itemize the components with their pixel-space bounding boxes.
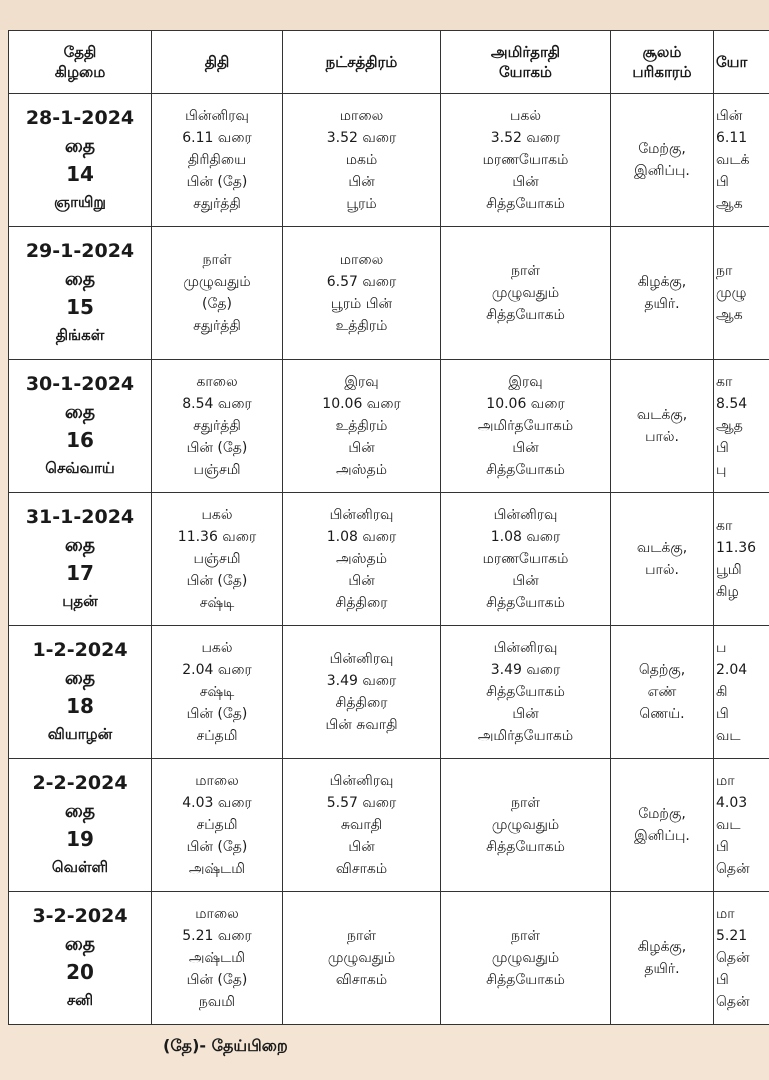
next-column-cell-line: ப — [716, 640, 727, 656]
header-line: யோகம் — [498, 63, 552, 81]
thithi-cell-line: பின்னிரவு — [185, 108, 249, 124]
thithi-cell-line: சஷ்டி — [199, 595, 235, 611]
table-row — [9, 892, 769, 1025]
header-line: பரிகாரம் — [632, 63, 692, 81]
thithi-cell-line: சதுர்த்தி — [193, 196, 241, 212]
tamil-month: தை — [64, 268, 96, 290]
header-line: கிழமை — [54, 63, 106, 81]
yogam-cell-line: அமிர்தயோகம் — [477, 728, 574, 744]
thithi-cell-line: பின் (தே) — [186, 573, 248, 589]
tamil-day-number: 18 — [66, 694, 94, 718]
thithi-cell-line: சப்தமி — [196, 817, 238, 833]
yogam-cell-line: நாள் — [511, 263, 540, 279]
soolam-cell-line: ணெய். — [639, 706, 685, 722]
header-line: யோ — [716, 53, 748, 71]
next-column-cell-line: பி — [716, 972, 729, 988]
soolam-cell-line: பால். — [645, 429, 679, 445]
next-column-cell-line: தென் — [716, 950, 750, 966]
next-column-cell-line: ஆக — [716, 196, 743, 212]
next-column-cell-line: முழு — [716, 285, 747, 301]
header-soolam — [611, 31, 714, 94]
yogam-cell — [441, 493, 611, 626]
next-column-cell-line: தென் — [716, 994, 750, 1010]
gregorian-date: 1-2-2024 — [32, 639, 128, 661]
thithi-cell-line: பின் (தே) — [186, 972, 248, 988]
next-column-cell-line: தென் — [716, 861, 750, 877]
next-column-cell — [714, 94, 769, 227]
yogam-cell-line: நாள் — [511, 928, 540, 944]
gregorian-date: 28-1-2024 — [25, 107, 135, 129]
soolam-cell-line: தெற்கு, — [638, 662, 686, 678]
next-column-cell-line: பி — [716, 440, 729, 456]
thithi-cell-line: சதுர்த்தி — [193, 318, 241, 334]
star-cell-line: விசாகம் — [335, 861, 388, 877]
yogam-cell-line: முழுவதும் — [491, 285, 560, 301]
star-cell-line: உத்திரம் — [335, 318, 388, 334]
star-cell-line: பூரம் பின் — [330, 296, 393, 312]
header-star — [283, 31, 441, 94]
thithi-cell-line: நவமி — [198, 994, 236, 1010]
tamil-day-number: 14 — [66, 162, 94, 186]
star-cell-line: 6.57 வரை — [326, 274, 397, 290]
yogam-cell — [441, 892, 611, 1025]
soolam-cell-line: வடக்கு, — [636, 540, 688, 556]
yogam-cell — [441, 94, 611, 227]
star-cell-line: பூரம் — [346, 196, 377, 212]
thithi-cell-line: சப்தமி — [196, 728, 238, 744]
thithi-cell-line: பின் (தே) — [186, 440, 248, 456]
header-yogam — [441, 31, 611, 94]
next-column-cell-line: 11.36 — [716, 540, 757, 556]
star-cell-line: அஸ்தம் — [336, 551, 387, 567]
thithi-cell-line: (தே) — [202, 296, 232, 312]
thithi-cell-line: மாலை — [195, 906, 239, 922]
gregorian-date: 31-1-2024 — [25, 506, 135, 528]
yogam-cell-line: பின் — [512, 174, 539, 190]
yogam-cell-line: பின் — [512, 706, 539, 722]
star-cell-line: 10.06 வரை — [322, 396, 401, 412]
weekday: சனி — [66, 991, 94, 1009]
yogam-cell-line: முழுவதும் — [491, 817, 560, 833]
yogam-cell — [441, 360, 611, 493]
thithi-cell-line: சதுர்த்தி — [193, 418, 241, 434]
header-thithi — [152, 31, 283, 94]
yogam-cell-line: பகல் — [510, 108, 541, 124]
soolam-cell-line: எண் — [647, 684, 677, 700]
star-cell-line: பின் சுவாதி — [325, 717, 398, 733]
yogam-cell-line: அமிர்தயோகம் — [477, 418, 574, 434]
date-cell — [9, 626, 152, 759]
thithi-cell-line: அஷ்டமி — [188, 861, 246, 877]
star-cell-line: அஸ்தம் — [336, 462, 387, 478]
next-column-cell-line: நா — [716, 263, 733, 279]
star-cell-line: சித்திரை — [335, 695, 388, 711]
yogam-cell-line: பின் — [512, 440, 539, 456]
thithi-cell — [152, 493, 283, 626]
next-column-cell-line: பின் — [716, 108, 743, 124]
next-column-cell-line: 2.04 — [716, 662, 748, 678]
star-cell-line: பின் — [348, 440, 375, 456]
header-line: தேதி — [63, 43, 97, 61]
weekday: ஞாயிறு — [54, 193, 106, 211]
thithi-cell-line: பஞ்சமி — [193, 551, 241, 567]
thithi-cell-line: திரிதியை — [187, 152, 247, 168]
star-cell-line: 1.08 வரை — [326, 529, 397, 545]
yogam-cell-line: பின்னிரவு — [493, 507, 558, 523]
gregorian-date: 2-2-2024 — [32, 772, 128, 794]
star-cell-line: 3.49 வரை — [326, 673, 397, 689]
table-row — [9, 626, 769, 759]
next-column-cell-line: வடக் — [716, 152, 750, 168]
gregorian-date: 3-2-2024 — [32, 905, 128, 927]
star-cell — [283, 227, 441, 360]
weekday: திங்கள் — [55, 326, 105, 344]
thithi-cell-line: சஷ்டி — [199, 684, 235, 700]
thithi-cell — [152, 759, 283, 892]
soolam-cell — [611, 493, 714, 626]
header-line: நட்சத்திரம் — [325, 53, 398, 71]
tamil-month: தை — [64, 667, 96, 689]
soolam-cell-line: கிழக்கு, — [637, 274, 687, 290]
next-column-cell-line: 5.21 — [716, 928, 748, 944]
next-column-cell-line: கா — [716, 518, 733, 534]
thithi-cell-line: பஞ்சமி — [193, 462, 241, 478]
star-cell-line: சித்திரை — [335, 595, 388, 611]
thithi-cell-line: முழுவதும் — [183, 274, 251, 290]
yogam-cell-line: மரணயோகம் — [482, 551, 569, 567]
star-cell-line: உத்திரம் — [335, 418, 388, 434]
tamil-month: தை — [64, 933, 96, 955]
next-column-cell — [714, 626, 769, 759]
yogam-cell — [441, 759, 611, 892]
next-column-cell — [714, 227, 769, 360]
next-column-cell-line: கா — [716, 374, 733, 390]
soolam-cell-line: மேற்கு, — [638, 806, 686, 822]
star-cell-line: பின்னிரவு — [329, 507, 394, 523]
date-cell — [9, 759, 152, 892]
thithi-cell-line: பின் (தே) — [186, 839, 248, 855]
table-row — [9, 94, 769, 227]
date-cell — [9, 493, 152, 626]
yogam-cell-line: 1.08 வரை — [490, 529, 561, 545]
thithi-cell-line: அஷ்டமி — [188, 950, 246, 966]
tamil-month: தை — [64, 135, 96, 157]
header-next — [714, 31, 769, 94]
star-cell-line: விசாகம் — [335, 972, 388, 988]
yogam-cell — [441, 626, 611, 759]
star-cell-line: மாலை — [339, 108, 384, 124]
yogam-cell-line: 3.52 வரை — [490, 130, 561, 146]
thithi-cell-line: பின் (தே) — [186, 174, 248, 190]
star-cell-line: பின்னிரவு — [329, 773, 394, 789]
next-column-cell-line: கிழ — [716, 584, 739, 600]
next-column-cell-line: பூமி — [716, 562, 742, 578]
yogam-cell-line: 10.06 வரை — [486, 396, 565, 412]
weekday: செவ்வாய் — [45, 459, 115, 477]
header-line: சூலம் — [642, 43, 682, 61]
star-cell-line: பின் — [348, 174, 375, 190]
thithi-cell-line: காலை — [196, 374, 238, 390]
thithi-cell-line: 2.04 வரை — [182, 662, 252, 678]
header-line: அமிர்தாதி — [490, 43, 561, 61]
next-column-cell-line: ஆக — [716, 307, 743, 323]
star-cell-line: மகம் — [345, 152, 378, 168]
star-cell-line: முழுவதும் — [327, 950, 396, 966]
soolam-cell — [611, 94, 714, 227]
panchangam-table — [8, 30, 769, 1025]
next-column-cell-line: மா — [716, 773, 735, 789]
yogam-cell-line: சித்தயோகம் — [486, 196, 565, 212]
yogam-cell-line: நாள் — [511, 795, 540, 811]
header-line: திதி — [204, 53, 230, 71]
thithi-cell — [152, 892, 283, 1025]
soolam-cell-line: தயிர். — [644, 296, 680, 312]
star-cell-line: இரவு — [344, 374, 379, 390]
soolam-cell-line: இனிப்பு. — [634, 163, 690, 179]
next-column-cell-line: பி — [716, 839, 729, 855]
star-cell — [283, 626, 441, 759]
thithi-cell-line: பகல் — [201, 507, 233, 523]
star-cell-line: 3.52 வரை — [326, 130, 397, 146]
weekday: புதன் — [62, 592, 98, 610]
header-row — [9, 31, 769, 94]
soolam-cell-line: வடக்கு, — [636, 407, 688, 423]
star-cell-line: பின்னிரவு — [329, 651, 394, 667]
date-cell — [9, 227, 152, 360]
star-cell-line: பின் — [348, 839, 375, 855]
thithi-cell-line: பின் (தே) — [186, 706, 248, 722]
soolam-cell — [611, 227, 714, 360]
panchangam-table-container — [8, 30, 769, 1027]
top-background-strip — [0, 0, 769, 30]
star-cell — [283, 759, 441, 892]
next-column-cell — [714, 759, 769, 892]
next-column-cell-line: ஆத — [716, 418, 743, 434]
thithi-cell-line: 11.36 வரை — [177, 529, 257, 545]
next-column-cell — [714, 493, 769, 626]
star-cell-line: நாள் — [347, 928, 376, 944]
star-cell — [283, 360, 441, 493]
next-column-cell-line: 4.03 — [716, 795, 748, 811]
soolam-cell-line: பால். — [645, 562, 679, 578]
next-column-cell — [714, 892, 769, 1025]
yogam-cell — [441, 227, 611, 360]
yogam-cell-line: இரவு — [508, 374, 543, 390]
soolam-cell — [611, 759, 714, 892]
next-column-cell-line: வட — [716, 728, 741, 744]
table-row — [9, 759, 769, 892]
yogam-cell-line: பின்னிரவு — [493, 640, 558, 656]
tamil-month: தை — [64, 800, 96, 822]
next-column-cell-line: பி — [716, 706, 729, 722]
next-column-cell-line: மா — [716, 906, 735, 922]
gregorian-date: 30-1-2024 — [25, 373, 135, 395]
thithi-cell-line: பகல் — [201, 640, 233, 656]
weekday: வியாழன் — [47, 725, 113, 743]
soolam-cell-line: இனிப்பு. — [634, 828, 690, 844]
thithi-cell — [152, 94, 283, 227]
date-cell — [9, 94, 152, 227]
soolam-cell-line: தயிர். — [644, 961, 680, 977]
gregorian-date: 29-1-2024 — [25, 240, 135, 262]
soolam-cell-line: மேற்கு, — [638, 141, 686, 157]
thithi-cell-line: 4.03 வரை — [182, 795, 252, 811]
yogam-cell-line: மரணயோகம் — [482, 152, 569, 168]
thithi-cell — [152, 227, 283, 360]
tamil-day-number: 15 — [66, 295, 94, 319]
soolam-cell-line: கிழக்கு, — [637, 939, 687, 955]
next-column-cell-line: வட — [716, 817, 741, 833]
yogam-cell-line: சித்தயோகம் — [486, 307, 565, 323]
table-row — [9, 227, 769, 360]
yogam-cell-line: 3.49 வரை — [490, 662, 561, 678]
tamil-month: தை — [64, 401, 96, 423]
soolam-cell — [611, 360, 714, 493]
next-column-cell-line: பி — [716, 174, 729, 190]
soolam-cell — [611, 892, 714, 1025]
table-row — [9, 493, 769, 626]
tamil-day-number: 19 — [66, 827, 94, 851]
next-column-cell-line: பு — [716, 462, 727, 478]
star-cell — [283, 493, 441, 626]
soolam-cell — [611, 626, 714, 759]
yogam-cell-line: பின் — [512, 573, 539, 589]
table-row — [9, 360, 769, 493]
yogam-cell-line: சித்தயோகம் — [486, 595, 565, 611]
next-column-cell — [714, 360, 769, 493]
star-cell — [283, 94, 441, 227]
thithi-cell-line: மாலை — [195, 773, 239, 789]
tamil-day-number: 17 — [66, 561, 94, 585]
yogam-cell-line: சித்தயோகம் — [486, 972, 565, 988]
yogam-cell-line: சித்தயோகம் — [486, 462, 565, 478]
yogam-cell-line: முழுவதும் — [491, 950, 560, 966]
next-column-cell-line: 6.11 — [716, 130, 748, 146]
tamil-day-number: 16 — [66, 428, 94, 452]
footnote: (தே)- தேய்பிறை — [163, 1036, 288, 1055]
star-cell-line: 5.57 வரை — [326, 795, 397, 811]
thithi-cell-line: நாள் — [202, 252, 232, 268]
yogam-cell-line: சித்தயோகம் — [486, 839, 565, 855]
star-cell-line: மாலை — [339, 252, 384, 268]
star-cell-line: சுவாதி — [340, 817, 383, 833]
weekday: வெள்ளி — [51, 858, 109, 876]
thithi-cell-line: 5.21 வரை — [182, 928, 252, 944]
next-column-cell-line: 8.54 — [716, 396, 748, 412]
thithi-cell-line: 6.11 வரை — [182, 130, 252, 146]
thithi-cell — [152, 360, 283, 493]
yogam-cell-line: சித்தயோகம் — [486, 684, 565, 700]
star-cell — [283, 892, 441, 1025]
date-cell — [9, 360, 152, 493]
date-cell — [9, 892, 152, 1025]
star-cell-line: பின் — [348, 573, 375, 589]
tamil-month: தை — [64, 534, 96, 556]
header-date — [9, 31, 152, 94]
tamil-day-number: 20 — [66, 960, 94, 984]
thithi-cell — [152, 626, 283, 759]
next-column-cell-line: கி — [716, 684, 728, 700]
thithi-cell-line: 8.54 வரை — [182, 396, 252, 412]
